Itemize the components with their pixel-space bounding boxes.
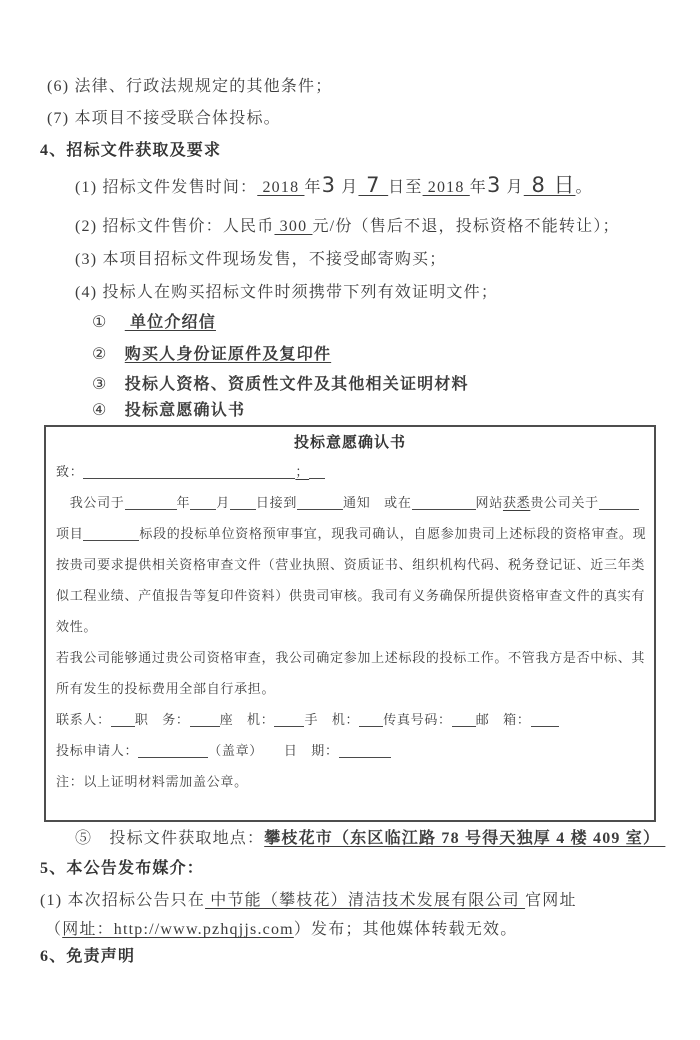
box-line-paragraph-6: 若我公司能够通过贵公司资格审查，我公司确定参加上述标段的投标工作。不管我方是否中标、其 xyxy=(56,650,646,665)
box-line-paragraph-2: 项目 标段的投标单位资格预审事宜，现我司确认，自愿参加贵司上述标段的资格审查。现 xyxy=(56,526,647,541)
line-condition-7: (7) 本项目不接受联合体投标。 xyxy=(47,110,281,127)
list-item-doc-4: ④ 投标意愿确认书 xyxy=(92,402,246,419)
line-onsite-sale: (3) 本项目招标文件现场发售，不接受邮寄购买； xyxy=(75,251,447,268)
line-condition-6: (6) 法律、行政法规规定的其他条件； xyxy=(47,78,333,95)
box-line-paragraph-5: 效性。 xyxy=(56,619,98,634)
line-sale-price: (2) 招标文件售价：人民币 300 元/份（售后不退，投标资格不能转让）； xyxy=(75,218,620,235)
line-media-announcement: (1) 本次招标公告只在 中节能（攀枝花）清洁技术发展有限公司 官网址 xyxy=(40,892,577,909)
section-5-heading: 5、本公告发布媒介： xyxy=(40,860,205,877)
box-line-contact: 联系人： 职 务： 座 机： 手 机： 传真号码： 邮 箱： xyxy=(56,704,644,735)
bid-confirmation-box xyxy=(44,425,656,822)
box-line-to: 致： ； xyxy=(56,456,644,487)
box-line-paragraph-7: 所有发生的投标费用全部自行承担。 xyxy=(56,681,276,696)
section-6-heading: 6、免责声明 xyxy=(40,948,136,965)
list-item-doc-2: ② 购买人身份证原件及复印件 xyxy=(92,346,332,363)
box-line-note: 注：以上证明材料需加盖公章。 xyxy=(56,774,248,789)
list-item-doc-1: ① 单位介绍信 xyxy=(92,314,216,331)
box-line-paragraph-3: 按贵司要求提供相关资格审查文件（营业执照、资质证书、组织机构代码、税务登记证、近三年类 xyxy=(56,557,646,572)
list-item-doc-3: ③ 投标人资格、资质性文件及其他相关证明材料 xyxy=(92,376,469,393)
line-required-docs: (4) 投标人在购买招标文件时须携带下列有效证明文件； xyxy=(75,284,499,301)
line-media-url: （网址：http://www.pzhqjjs.com）发布；其他媒体转载无效。 xyxy=(45,921,518,938)
box-line-paragraph-1: 我公司于 年 月 日接到 通知 或在 网站获悉贵公司关于 xyxy=(56,487,644,518)
box-line-paragraph-4: 似工程业绩、产值报告等复印件资料）供贵司审核。我司有义务确保所提供资格审查文件的真实有 xyxy=(56,588,646,603)
line-pickup-location: ⑤ 投标文件获取地点：攀枝花市（东区临江路 78 号得天独厚 4 楼 409 室） xyxy=(75,830,666,847)
line-sale-time: (1) 招标文件发售时间： 2018 年3 月 7 日至 2018 年3 月 8 日。 xyxy=(75,173,593,197)
section-4-heading: 4、招标文件获取及要求 xyxy=(40,142,222,159)
bid-confirmation-box-title: 投标意愿确认书 xyxy=(293,435,406,451)
box-line-applicant: 投标申请人： （盖章） 日 期： xyxy=(56,735,644,766)
